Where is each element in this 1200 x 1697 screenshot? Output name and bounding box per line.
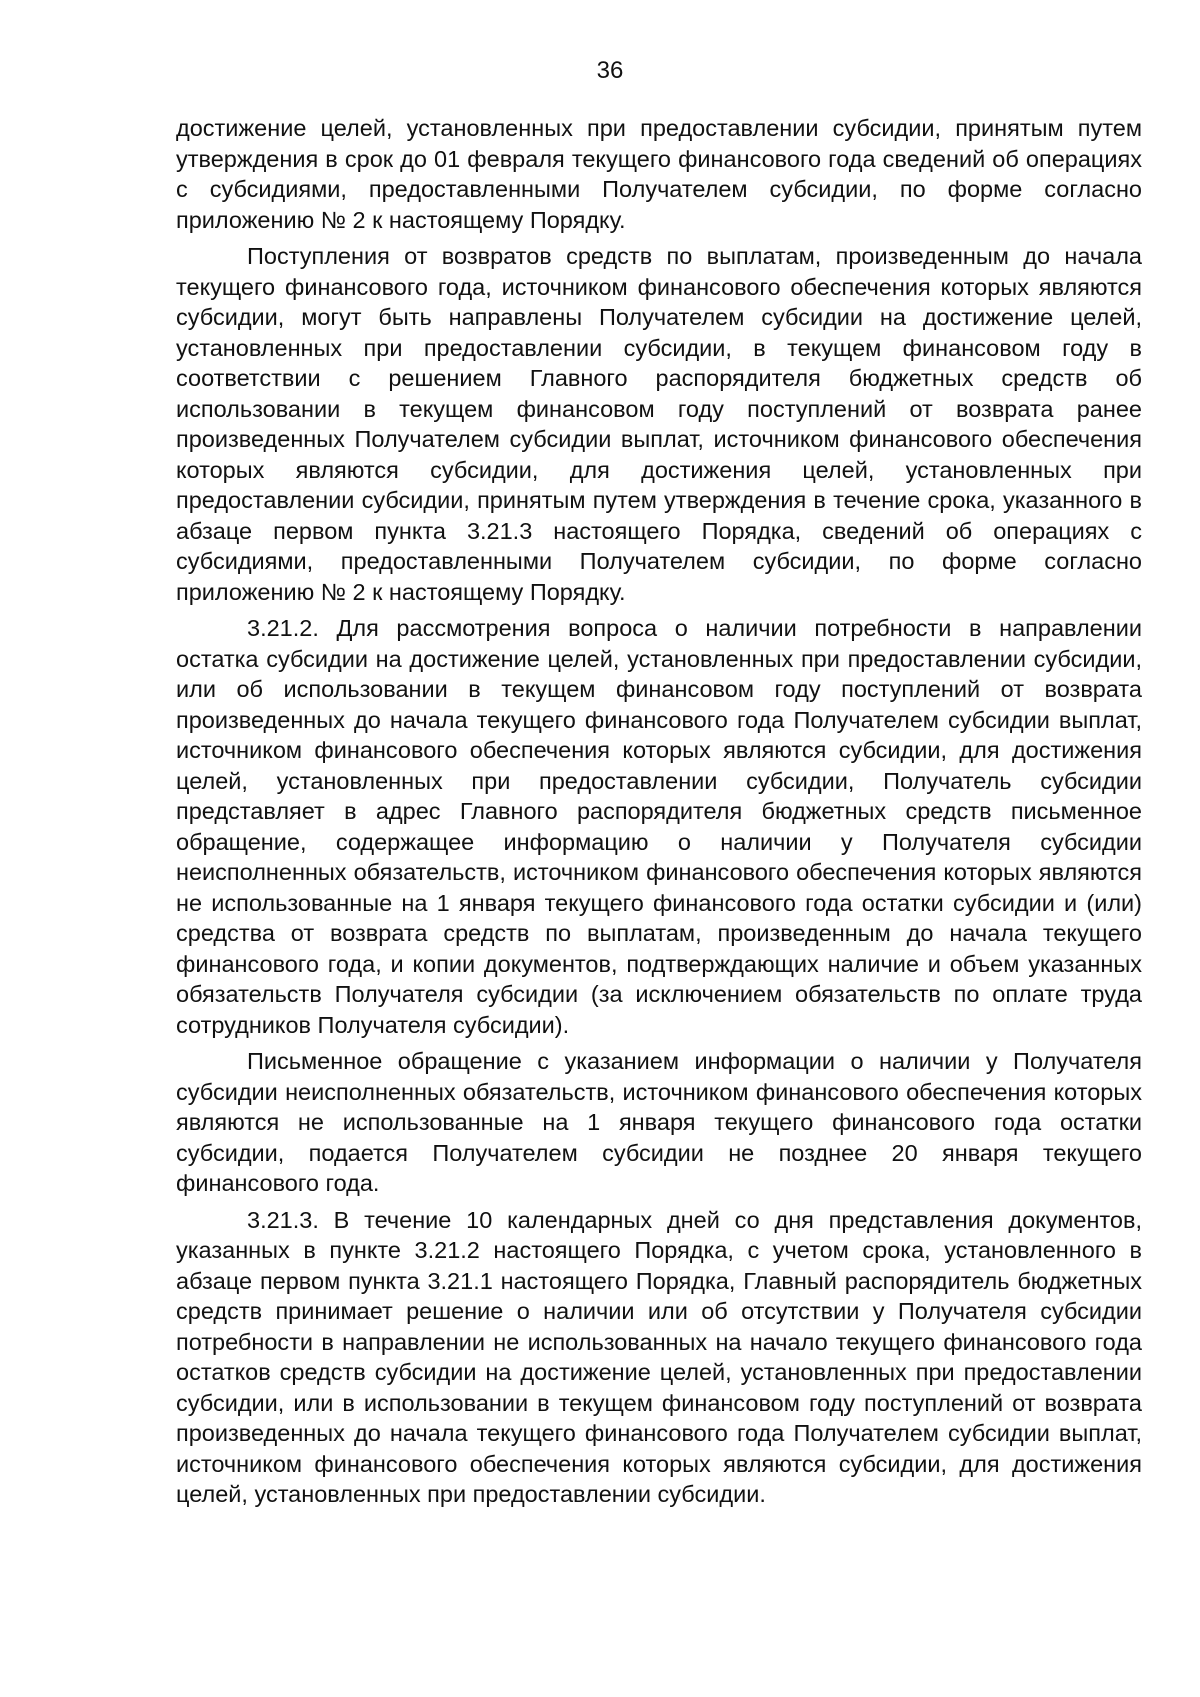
paragraph-returns: Поступления от возвратов средств по выплатам, произведенным до начала текущего финансового года, источником финансового обеспечения которых являются субсидии, могут быть направлены Получателем субсидии на достижение целей, установленных при предоставлении субсидии, в текущем финансовом году в соответствии с решением Главного распорядителя бюджетных средств об использовании в текущем финансовом году поступлений от возврата ранее произведенных Получателем субсидии выплат, источником финансового обеспечения которых являются субсидии, для достижения целей, установленных при предоставлении субсидии, принятым путем утверждения в течение срока, указанного в абзаце первом пункта 3.21.3 настоящего Порядка, сведений об операциях с субсидиями, предоставленными Получателем субсидии, по форме согласно приложению № 2 к настоящему Порядку.: [176, 243, 1142, 605]
paragraph-continuation: достижение целей, установленных при предоставлении субсидии, принятым путем утверждения в срок до 01 февраля текущего финансового года сведений об операциях с субсидиями, предоставленными Получателем субсидии, по форме согласно приложению № 2 к настоящему Порядку.: [176, 115, 1142, 233]
paragraph-3-21-3: 3.21.3. В течение 10 календарных дней со дня представления документов, указанных в пункте 3.21.2 настоящего Порядка, с учетом срока, установленного в абзаце первом пункта 3.21.1 настоящего Порядка, Главный распорядитель бюджетных средств принимает решение о наличии или об отсутствии у Получателя субсидии потребности в направлении не использованных на начало текущего финансового года остатков средств субсидии на достижение целей, установленных при предоставлении субсидии, или в использовании в текущем финансовом году поступлений от возврата произведенных до начала текущего финансового года Получателем субсидии выплат, источником финансового обеспечения которых являются субсидии, для достижения целей, установленных при предоставлении субсидии.: [176, 1206, 1142, 1507]
document-body: [176, 113, 1142, 1516]
page-number: 36: [596, 57, 624, 84]
paragraph-written-request: Письменное обращение с указанием информации о наличии у Получателя субсидии неисполненных обязательств, источником финансового обеспечения которых являются не использованные на 1 января текущего финансового года остатки субсидии, подается Получателем субсидии не позднее 20 января текущего финансового года.: [176, 1048, 1142, 1196]
paragraph-3-21-2: 3.21.2. Для рассмотрения вопроса о наличии потребности в направлении остатка субсидии на достижение целей, установленных при предоставлении субсидии, или об использовании в текущем финансовом году поступлений от возврата произведенных до начала текущего финансового года Получателем субсидии выплат, источником финансового обеспечения которых являются субсидии, для достижения целей, установленных при предоставлении субсидии, Получатель субсидии представляет в адрес Главного распорядителя бюджетных средств письменное обращение, содержащее информацию о наличии у Получателя субсидии неисполненных обязательств, источником финансового обеспечения которых являются не использованные на 1 января текущего финансового года остатки субсидии и (или) средства от возврата средств по выплатам, произведенным до начала текущего финансового года, и копии документов, подтверждающих наличие и объем указанных обязательств Получателя субсидии (за исключением обязательств по оплате труда сотрудников Получателя субсидии).: [176, 615, 1142, 1038]
